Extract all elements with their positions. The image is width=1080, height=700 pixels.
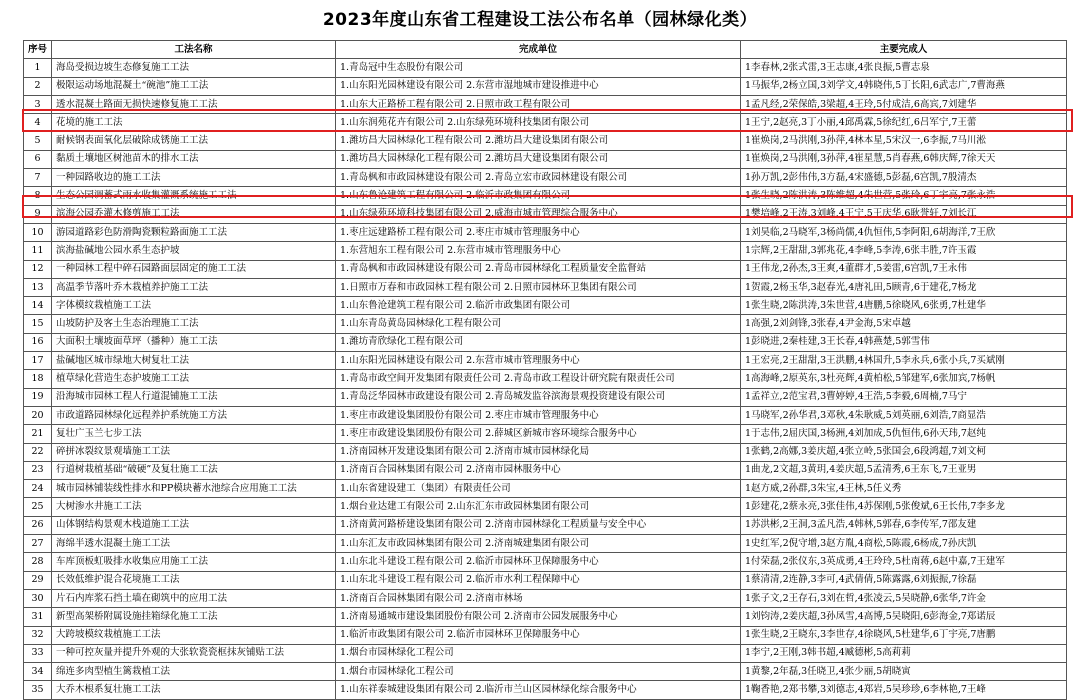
row-index: 34 (24, 663, 52, 681)
row-people: 1付荣磊,2张仪东,3英成勇,4王玲玲,5杜南蒋,6赵中嘉,7王建军 (741, 553, 1067, 571)
table-row (24, 77, 1067, 95)
row-unit: 1.日照市万春和市政园林工程有限公司 2.日照市园林环卫集团有限公司 (336, 278, 741, 296)
row-method-name: 海岛受损边坡生态修复施工工法 (52, 59, 336, 77)
table-row (24, 681, 1067, 699)
table-row (24, 516, 1067, 534)
row-index: 8 (24, 187, 52, 205)
row-unit: 1.青岛冠中生态股份有限公司 (336, 59, 741, 77)
method-list-table (23, 40, 1067, 700)
row-people: 1史红军,2倪守增,3赵方胤,4商松,5陈霞,6杨成,7孙庆凯 (741, 535, 1067, 553)
row-unit: 1.潍坊昌大园林绿化工程有限公司 2.潍坊昌大建设集团有限公司 (336, 132, 741, 150)
table-row (24, 589, 1067, 607)
row-unit: 1.枣庄市政建设集团股份有限公司 2.薛城区新城市容环境综合服务中心 (336, 425, 741, 443)
row-method-name: 大跨坡模纹栽植施工工法 (52, 626, 336, 644)
row-index: 3 (24, 95, 52, 113)
row-people: 1鞠香艳,2郑书攀,3刘德志,4郑岩,5吴珍珍,6李林艳,7王峰 (741, 681, 1067, 699)
row-method-name: 极限运动场地混凝土“碗池”施工工法 (52, 77, 336, 95)
row-unit: 1.山东鲁沧建筑工程有限公司 2.临沂市政集团有限公司 (336, 297, 741, 315)
table-row (24, 626, 1067, 644)
row-index: 33 (24, 644, 52, 662)
row-people: 1马振华,2杨立国,3刘学文,4韩晓伟,5丁长阳,6武志广,7曹海燕 (741, 77, 1067, 95)
row-method-name: 盐碱地区城市绿地大树复壮工法 (52, 352, 336, 370)
row-unit: 1.山东鲁沧建筑工程有限公司 2.临沂市政集团有限公司 (336, 187, 741, 205)
row-index: 25 (24, 498, 52, 516)
row-people: 1樊培峰,2王涛,3刘峰,4王宁,5王庆华,6耿誉轩,7刘长江 (741, 205, 1067, 223)
row-method-name: 行道树栽植基础“破硬”及复壮施工工法 (52, 461, 336, 479)
row-index: 30 (24, 589, 52, 607)
row-people: 1彭晓进,2秦桂建,3王长春,4韩燕楚,5郭雪伟 (741, 333, 1067, 351)
row-index: 29 (24, 571, 52, 589)
table-row (24, 443, 1067, 461)
row-index: 23 (24, 461, 52, 479)
table-row (24, 315, 1067, 333)
row-index: 18 (24, 370, 52, 388)
row-method-name: 绵连多肉型植生篱栽植工法 (52, 663, 336, 681)
table-row (24, 242, 1067, 260)
row-unit: 1.济南百合园林集团有限公司 2.济南市园林服务中心 (336, 461, 741, 479)
table-row (24, 535, 1067, 553)
row-people: 1崔焕岗,2马洪刚,3孙萍,4崔星慧,5肖春燕,6韩庆辉,7徐天天 (741, 150, 1067, 168)
table-row (24, 169, 1067, 187)
row-people: 1贺霞,2杨玉华,3赵春光,4唐礼田,5顾青,6于建花,7杨龙 (741, 278, 1067, 296)
table-row (24, 223, 1067, 241)
table-row (24, 114, 1067, 132)
row-method-name: 海绵半透水混凝土施工工法 (52, 535, 336, 553)
row-index: 27 (24, 535, 52, 553)
table-row (24, 59, 1067, 77)
table-row (24, 187, 1067, 205)
row-people: 1王宁,2赵亮,3丁小丽,4邱禹霖,5徐纪红,6吕军宁,7王蕾 (741, 114, 1067, 132)
row-unit: 1.山东阳光园林建设有限公司 2.东营市湿地城市建设推进中心 (336, 77, 741, 95)
row-index: 2 (24, 77, 52, 95)
row-people: 1马晓军,2孙华君,3邓秋,4朱耿威,5刘英丽,6刘浩,7商显浩 (741, 406, 1067, 424)
row-method-name: 黏质土壤地区树池苗木的排水工法 (52, 150, 336, 168)
row-unit: 1.青岛枫和市政园林建设有限公司 2.青岛立宏市政园林建设有限公司 (336, 169, 741, 187)
row-index: 28 (24, 553, 52, 571)
row-index: 16 (24, 333, 52, 351)
row-unit: 1.潍坊青欣绿化工程有限公司 (336, 333, 741, 351)
row-unit: 1.山东绿苑环境科技集团有限公司 2.威海市城市管理综合服务中心 (336, 205, 741, 223)
header-unit: 完成单位 (336, 41, 741, 59)
row-unit: 1.山东润苑花卉有限公司 2.山东绿苑环境科技集团有限公司 (336, 114, 741, 132)
table-row (24, 571, 1067, 589)
row-method-name: 耐候钢表面氧化层破除成锈施工工法 (52, 132, 336, 150)
row-method-name: 高温季节落叶乔木栽植养护施工工法 (52, 278, 336, 296)
row-unit: 1.山东省建设建工（集团）有限责任公司 (336, 480, 741, 498)
row-people: 1赵方威,2孙群,3朱宝,4王林,5任义秀 (741, 480, 1067, 498)
row-index: 24 (24, 480, 52, 498)
table-row (24, 461, 1067, 479)
header-index: 序号 (24, 41, 52, 59)
row-unit: 1.济南易通城市建设集团股份有限公司 2.济南市公园发展服务中心 (336, 608, 741, 626)
row-method-name: 滨海公园乔灌木修剪施工工法 (52, 205, 336, 223)
table-row (24, 480, 1067, 498)
row-people: 1张鹤,2高娜,3姜庆超,4张立岭,5张国会,6段鸿超,7刘文柯 (741, 443, 1067, 461)
row-index: 26 (24, 516, 52, 534)
row-method-name: 字体模纹栽植施工工法 (52, 297, 336, 315)
row-method-name: 长效低维护混合花境施工工法 (52, 571, 336, 589)
row-index: 20 (24, 406, 52, 424)
row-index: 10 (24, 223, 52, 241)
table-row (24, 498, 1067, 516)
row-index: 6 (24, 150, 52, 168)
row-people: 1高海峰,2原英东,3杜亮辉,4黄柏松,5邹建军,6张加宾,7杨帆 (741, 370, 1067, 388)
row-unit: 1.烟台市园林绿化工程公司 (336, 663, 741, 681)
table-row (24, 553, 1067, 571)
table-row (24, 388, 1067, 406)
header-people: 主要完成人 (741, 41, 1067, 59)
row-method-name: 生态公园调蓄式雨水收集灌溉系统施工工法 (52, 187, 336, 205)
row-method-name: 大面积土壤坡面草坪（播种）施工工法 (52, 333, 336, 351)
row-index: 35 (24, 681, 52, 699)
table-header-row (24, 41, 1067, 59)
row-method-name: 滨海盐碱地公园水系生态护坡 (52, 242, 336, 260)
row-people: 1李宁,2王刚,3韩书超,4臧德彬,5高莉莉 (741, 644, 1067, 662)
row-unit: 1.烟台市园林绿化工程公司 (336, 644, 741, 662)
row-method-name: 城市园林铺装线性排水和PP模块蓄水池综合应用施工工法 (52, 480, 336, 498)
row-index: 19 (24, 388, 52, 406)
row-unit: 1.山东汇友市政园林集团有限公司 2.济南城建集团有限公司 (336, 535, 741, 553)
row-index: 17 (24, 352, 52, 370)
row-method-name: 复壮广玉兰七步工法 (52, 425, 336, 443)
row-method-name: 植草绿化营造生态护坡施工工法 (52, 370, 336, 388)
row-unit: 1.山东祥泰城建设集团有限公司 2.临沂市兰山区园林绿化综合服务中心 (336, 681, 741, 699)
table-row (24, 150, 1067, 168)
row-unit: 1.山东北斗建设工程有限公司 2.临沂市水利工程保障中心 (336, 571, 741, 589)
row-method-name: 透水混凝土路面无损快速修复施工工法 (52, 95, 336, 113)
row-method-name: 一种园林工程中碎石园路面层固定的施工工法 (52, 260, 336, 278)
table-row (24, 297, 1067, 315)
row-people: 1宗辉,2王甜甜,3郭兆花,4李峰,5李涛,6张丰胜,7许玉霞 (741, 242, 1067, 260)
row-index: 1 (24, 59, 52, 77)
table-row (24, 95, 1067, 113)
row-people: 1张子文,2王存石,3刘在哲,4张凌云,5吴晓静,6张华,7许金 (741, 589, 1067, 607)
row-method-name: 山坡防护及客土生态治理施工工法 (52, 315, 336, 333)
row-index: 9 (24, 205, 52, 223)
row-index: 31 (24, 608, 52, 626)
table-row (24, 406, 1067, 424)
row-unit: 1.青岛泛华园林市政建设有限公司 2.青岛城发监谷滨海景观投资建设有限公司 (336, 388, 741, 406)
table-row (24, 352, 1067, 370)
row-people: 1孙万凯,2彭伟伟,3方磊,4宋盛德,5彭磊,6宫凯,7殷清杰 (741, 169, 1067, 187)
row-people: 1彭建花,2蔡永亮,3张佳伟,4苏保刚,5张俊斌,6王长伟,7李多龙 (741, 498, 1067, 516)
row-unit: 1.枣庄远建路桥工程有限公司 2.枣庄市城市管理服务中心 (336, 223, 741, 241)
row-people: 1王宏亮,2王甜甜,3王洪鹏,4林国升,5李永兵,6张小兵,7买斌刚 (741, 352, 1067, 370)
table-row (24, 608, 1067, 626)
row-index: 15 (24, 315, 52, 333)
document-title: 2023年度山东省工程建设工法公布名单（园林绿化类） (322, 10, 758, 30)
table-row (24, 205, 1067, 223)
row-index: 4 (24, 114, 52, 132)
row-index: 21 (24, 425, 52, 443)
row-people: 1高强,2刘剑锋,3张春,4尹金海,5宋卓越 (741, 315, 1067, 333)
row-unit: 1.青岛枫和市政园林建设有限公司 2.青岛市园林绿化工程质量安全监督站 (336, 260, 741, 278)
row-method-name: 新型高架桥附属设施挂箱绿化施工工法 (52, 608, 336, 626)
row-method-name: 大乔木根系复壮施工工法 (52, 681, 336, 699)
row-index: 13 (24, 278, 52, 296)
row-unit: 1.青岛市政空间开发集团有限责任公司 2.青岛市政工程设计研究院有限责任公司 (336, 370, 741, 388)
row-people: 1张生晓,2王晓东,3李世存,4徐晓风,5杜建华,6丁宇亮,7唐鹏 (741, 626, 1067, 644)
table-row (24, 260, 1067, 278)
row-unit: 1.枣庄市政建设集团股份有限公司 2.枣庄市城市管理服务中心 (336, 406, 741, 424)
row-people: 1黄黎,2年磊,3任晓卫,4张少丽,5胡晓寅 (741, 663, 1067, 681)
row-people: 1曲龙,2文超,3黄玥,4姜庆超,5孟清秀,6王东飞,7王亚男 (741, 461, 1067, 479)
row-unit: 1.济南黄河路桥建设集团有限公司 2.济南市园林绿化工程质量与安全中心 (336, 516, 741, 534)
row-method-name: 大树渗水井施工工法 (52, 498, 336, 516)
table-row (24, 333, 1067, 351)
row-people: 1崔焕岗,2马洪刚,3孙萍,4林本星,5宋汉一,6李振,7马川淞 (741, 132, 1067, 150)
header-method-name: 工法名称 (52, 41, 336, 59)
row-unit: 1.烟台业达建工有限公司 2.山东汇东市政园林集团有限公司 (336, 498, 741, 516)
row-method-name: 花境的施工工法 (52, 114, 336, 132)
table-row (24, 644, 1067, 662)
row-people: 1孟凡经,2荣保皓,3梁超,4王玲,5付成洁,6高宾,7刘建华 (741, 95, 1067, 113)
row-unit: 1.山东青岛黄岛园林绿化工程有限公司 (336, 315, 741, 333)
row-people: 1王伟龙,2孙杰,3王爽,4董群才,5姜雷,6宫凯,7王永伟 (741, 260, 1067, 278)
row-index: 14 (24, 297, 52, 315)
row-index: 32 (24, 626, 52, 644)
row-people: 1刘钧涛,2姜庆超,3孙凤雪,4高博,5吴晓阳,6彭海金,7郑诺辰 (741, 608, 1067, 626)
row-method-name: 一种园路收边的施工工法 (52, 169, 336, 187)
row-method-name: 片石内库浆石挡土墙在砌筑中的应用工法 (52, 589, 336, 607)
row-people: 1于志伟,2屈庆国,3杨洲,4刘加成,5仇恒伟,6孙天玮,7赵纯 (741, 425, 1067, 443)
table-row (24, 663, 1067, 681)
row-people: 1刘昊临,2马晓军,3杨尚儒,4仇恒伟,5李阿阳,6胡海洋,7王欣 (741, 223, 1067, 241)
row-method-name: 沿海城市园林工程人行道混铺施工工法 (52, 388, 336, 406)
row-unit: 1.山东大正路桥工程有限公司 2.日照市政工程有限公司 (336, 95, 741, 113)
row-people: 1李春林,2张式雷,3王志康,4张良振,5曹志泉 (741, 59, 1067, 77)
row-people: 1苏洪彬,2王洞,3孟凡浩,4韩林,5郭春,6李传军,7邵友建 (741, 516, 1067, 534)
row-index: 5 (24, 132, 52, 150)
row-method-name: 车库顶板虹吸排水收集应用施工工法 (52, 553, 336, 571)
row-unit: 1.山东阳光园林建设有限公司 2.东营市城市管理服务中心 (336, 352, 741, 370)
table-row (24, 132, 1067, 150)
table-row (24, 425, 1067, 443)
row-people: 1张生晓,2陈洪涛,3陈维超,4朱世营,5张玲,6丁宇亮,7张永浩 (741, 187, 1067, 205)
row-method-name: 碎拼冰裂纹景观墙施工工法 (52, 443, 336, 461)
row-unit: 1.济南园林开发建设集团有限公司 2.济南市城市园林绿化局 (336, 443, 741, 461)
row-unit: 1.济南百合园林集团有限公司 2.济南市林场 (336, 589, 741, 607)
row-method-name: 山体钢结构景观木栈道施工工法 (52, 516, 336, 534)
row-unit: 1.潍坊昌大园林绿化工程有限公司 2.潍坊昌大建设集团有限公司 (336, 150, 741, 168)
row-method-name: 游园道路彩色防滑陶瓷颗粒路面施工工法 (52, 223, 336, 241)
table-row (24, 278, 1067, 296)
row-unit: 1.东营旭东工程有限公司 2.东营市城市管理服务中心 (336, 242, 741, 260)
table-row (24, 370, 1067, 388)
row-index: 11 (24, 242, 52, 260)
row-index: 22 (24, 443, 52, 461)
row-index: 7 (24, 169, 52, 187)
row-method-name: 市政道路园林绿化远程养护系统施工方法 (52, 406, 336, 424)
row-people: 1孟祥立,2范宝君,3曹婷婷,4王浩,5李毅,6周楠,7马宁 (741, 388, 1067, 406)
row-unit: 1.临沂市政集团有限公司 2.临沂市园林环卫保障服务中心 (336, 626, 741, 644)
row-people: 1蔡清清,2连静,3李可,4武倩倩,5陈露露,6刘振振,7徐磊 (741, 571, 1067, 589)
row-unit: 1.山东北斗建设工程有限公司 2.临沂市园林环卫保障服务中心 (336, 553, 741, 571)
row-people: 1张生晓,2陈洪涛,3朱世营,4唐鹏,5徐晓风,6张勇,7杜建华 (741, 297, 1067, 315)
row-index: 12 (24, 260, 52, 278)
row-method-name: 一种可控灰量并提升外观的大张软瓷瓷框抹灰铺贴工法 (52, 644, 336, 662)
